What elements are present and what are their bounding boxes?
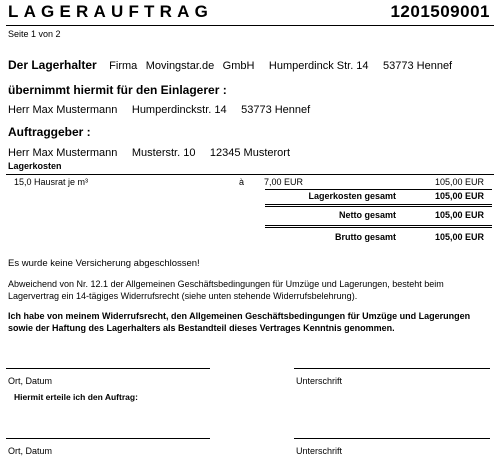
summary-rule <box>265 225 492 226</box>
summary-rule <box>265 227 492 228</box>
summary-label-netto: Netto gesamt <box>338 210 396 220</box>
summary-amount-netto: 105,00 EUR <box>434 210 484 220</box>
acknowledgement-note: Ich habe von meinem Widerrufsrecht, den Allgemeinen Geschäftsbedingungen für Umzüge und Lagerungen sowie der Haftung des Lagerhalters als Bestandteil dieses Vertrages Kenntnis genommen. <box>8 311 471 333</box>
costs-divider <box>6 174 494 175</box>
lagerhalter-row <box>8 56 452 74</box>
position-description: Hausrat je m³ <box>34 177 89 187</box>
einlagerer-label: übernimmt hiermit für den Einlagerer : <box>8 83 227 97</box>
lagerkosten-label: Lagerkosten <box>8 161 62 171</box>
lagerhalter-company: Movingstar.de <box>145 60 215 72</box>
einlagerer-name: Herr Max Mustermann <box>8 104 118 116</box>
order-statement: Hiermit erteile ich den Auftrag: <box>14 392 138 402</box>
lagerhalter-city: 53773 Hennef <box>383 60 453 72</box>
einlagerer-street: Humperdinckstr. 14 <box>131 104 227 116</box>
summary-label-brutto: Brutto gesamt <box>334 232 396 242</box>
auftraggeber-street: Musterstr. 10 <box>131 147 196 159</box>
summary-rule <box>265 204 492 205</box>
summary-rule <box>265 206 492 207</box>
document-number: 1201509001 <box>390 2 490 21</box>
signature-line-place-date <box>6 368 210 369</box>
signature-label: Unterschrift <box>296 376 343 386</box>
lagerhalter-street: Humperdinck Str. 14 <box>268 60 369 72</box>
insurance-note: Es wurde keine Versicherung abgeschlossen! <box>8 258 200 269</box>
signature-line-place-date <box>6 438 210 439</box>
auftraggeber-row <box>8 143 290 161</box>
document-title: LAGERAUFTRAG <box>8 2 213 21</box>
summary-amount-lagerkosten: 105,00 EUR <box>434 191 484 201</box>
lagerhalter-legal-form: GmbH <box>222 60 255 72</box>
lagerhalter-company-prefix: Firma <box>109 60 138 72</box>
signature-line-signature <box>294 438 490 439</box>
auftraggeber-label: Auftraggeber : <box>8 125 91 139</box>
header-divider <box>6 25 494 26</box>
signature-label: Unterschrift <box>296 446 343 456</box>
lagerhalter-label: Der Lagerhalter <box>8 58 97 72</box>
signature-line-signature <box>294 368 490 369</box>
position-at: à <box>239 177 245 187</box>
summary-label-lagerkosten: Lagerkosten gesamt <box>308 191 396 201</box>
summary-rule <box>265 189 492 190</box>
einlagerer-row <box>8 100 310 118</box>
position-unit-price: 7,00 EUR <box>264 177 304 187</box>
auftraggeber-name: Herr Max Mustermann <box>8 147 118 159</box>
place-date-label: Ort, Datum <box>8 376 53 386</box>
place-date-label: Ort, Datum <box>8 446 53 456</box>
position-total: 105,00 EUR <box>434 177 484 187</box>
einlagerer-city: 53773 Hennef <box>241 104 311 116</box>
page-info: Seite 1 von 2 <box>8 29 61 39</box>
position-quantity: 15,0 <box>14 177 32 187</box>
auftraggeber-city: 12345 Musterort <box>209 147 291 159</box>
summary-amount-brutto: 105,00 EUR <box>434 232 484 242</box>
deviation-note: Abweichend von Nr. 12.1 der Allgemeinen Geschäftsbedingungen für Umzüge und Lagerungen, besteht beim Lagervertrag ein 14-tägiges Widerrufsrecht (siehe unten stehende Widerrufsbelehrung). <box>8 279 444 301</box>
